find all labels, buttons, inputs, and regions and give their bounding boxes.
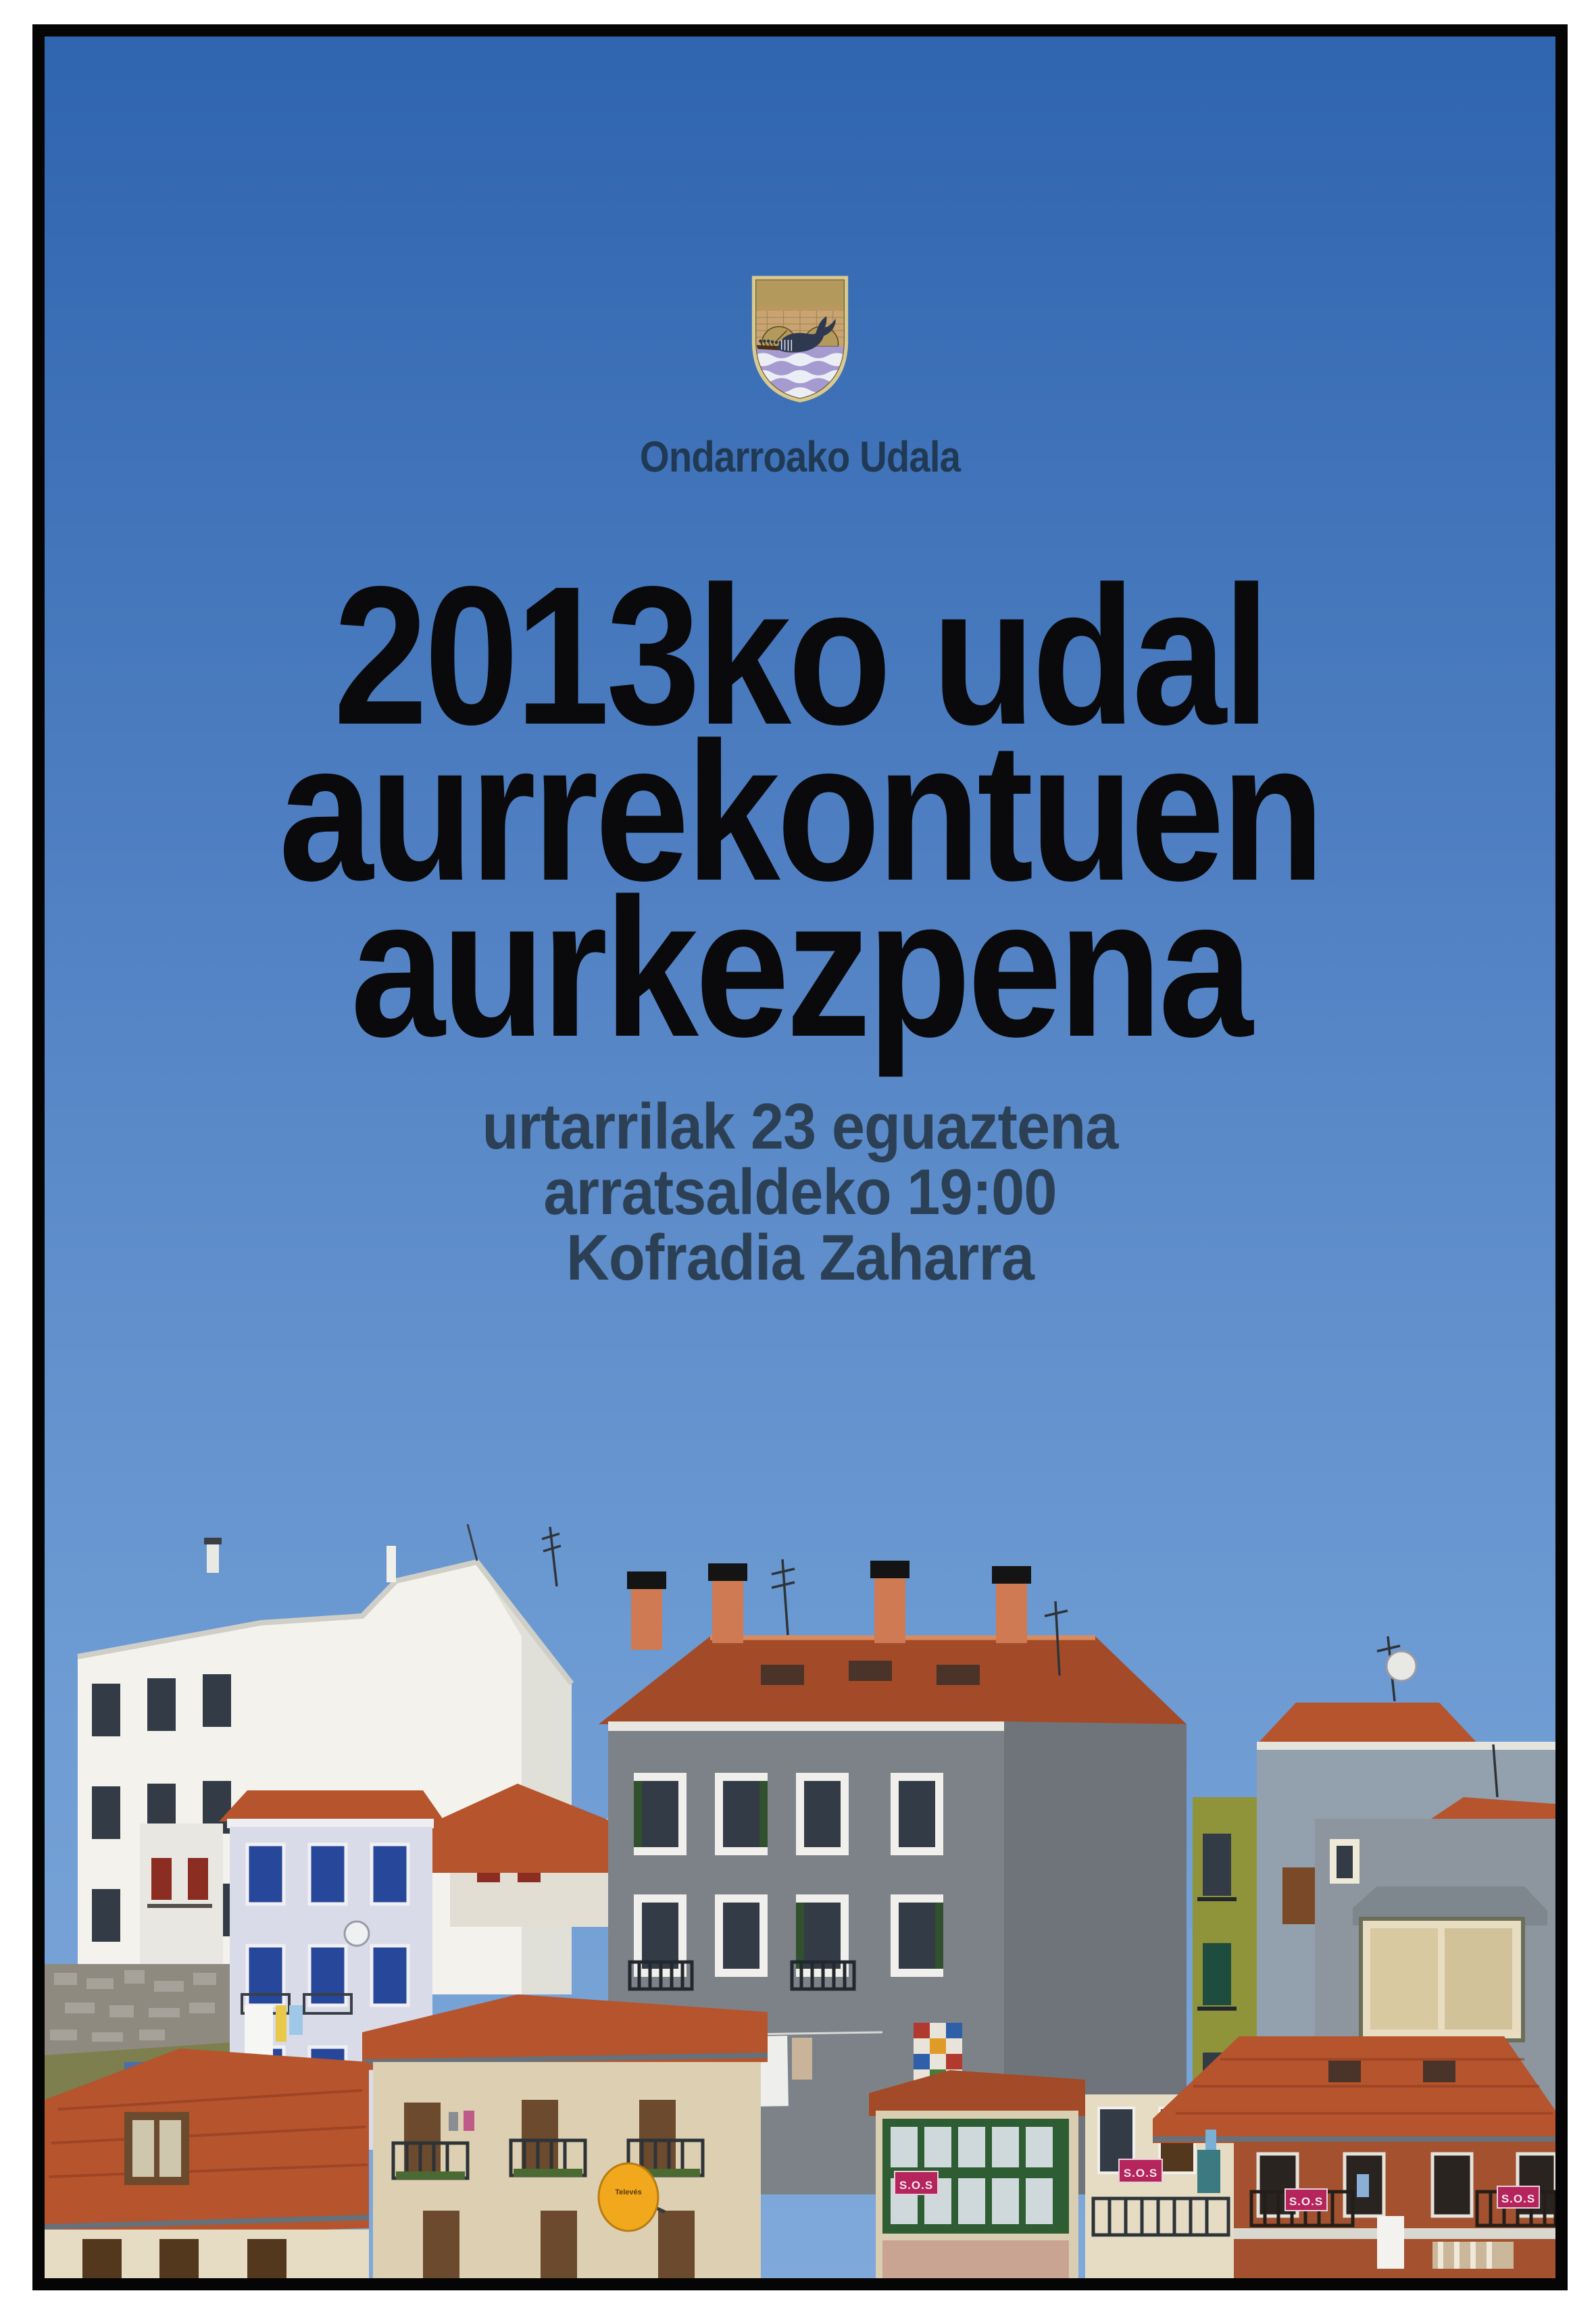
foreground-left-house [45, 2048, 369, 2278]
sos-sign [1497, 2186, 1539, 2208]
satellite-dish-small [345, 1921, 369, 1946]
sos-sign [1285, 2189, 1327, 2211]
poster-title [45, 545, 1555, 1078]
green-glazed-gallery [882, 2119, 1069, 2234]
person-on-balcony [449, 2112, 458, 2131]
poster-title-line-2: aurrekontuen [278, 701, 1322, 922]
dish-brand-label: Televés [615, 2188, 642, 2196]
svg-text:S.O.S: S.O.S [899, 2179, 934, 2192]
event-time: arratsaldeko 19:00 [543, 1156, 1057, 1228]
poster-title-line-1: 2013ko udal [333, 545, 1267, 765]
town-photo [45, 1521, 1555, 2278]
sos-sign [1119, 2159, 1162, 2182]
satellite-dish-white [1387, 1651, 1416, 1681]
foreground-beige-house [362, 1994, 768, 2278]
svg-text:S.O.S: S.O.S [1289, 2195, 1324, 2208]
sky-background [45, 36, 1555, 2278]
brick-building [1234, 2142, 1555, 2278]
svg-text:S.O.S: S.O.S [1501, 2192, 1536, 2205]
municipal-crest-icon [747, 272, 853, 405]
poster-frame [32, 24, 1568, 2290]
svg-text:S.O.S: S.O.S [1123, 2167, 1158, 2180]
teal-laundry [1197, 2150, 1220, 2193]
cream-gallery [1361, 1919, 1523, 2040]
person-on-balcony [464, 2111, 474, 2131]
wood-dormer [124, 2112, 189, 2185]
event-venue: Kofradia Zaharra [566, 1222, 1034, 1294]
striped-awning [1432, 2242, 1514, 2269]
white-sheet-laundry [1377, 2216, 1404, 2269]
person-with-sheet [1205, 2130, 1216, 2150]
gallery-balcony-house [869, 2070, 1085, 2278]
event-date: urtarrilak 23 eguaztena [482, 1090, 1118, 1163]
event-details [45, 1090, 1555, 1294]
organization-name: Ondarroako Udala [639, 432, 961, 481]
sos-sign [895, 2171, 938, 2194]
poster-title-line-3: aurkezpena [350, 857, 1250, 1078]
